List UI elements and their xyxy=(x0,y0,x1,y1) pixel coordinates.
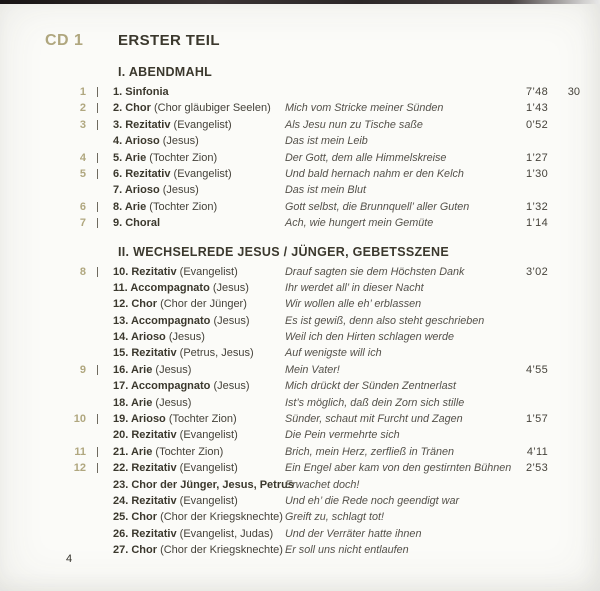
cd-track-index: 9 xyxy=(79,363,86,376)
track-duration: 3’02 xyxy=(526,265,548,278)
track-title-main: 10. Rezitativ xyxy=(113,265,177,278)
cd-index-separator xyxy=(95,199,113,215)
track-title xyxy=(113,133,285,149)
part-title: ERSTER TEIL xyxy=(118,32,220,49)
track-duration: 1’14 xyxy=(526,217,548,230)
track-duration: 2’53 xyxy=(526,462,548,475)
cd-track-index: 7 xyxy=(79,217,86,230)
cd-index-separator xyxy=(95,411,113,427)
track-title xyxy=(113,182,285,198)
track-incipit: Als Jesu nun zu Tische saße xyxy=(285,118,423,131)
track-title xyxy=(113,117,285,133)
track-title xyxy=(113,199,285,215)
track-row xyxy=(45,509,580,525)
track-title-main: 4. Arioso xyxy=(113,135,160,148)
track-title-main: 19. Arioso xyxy=(113,413,166,426)
track-incipit: Sünder, schaut mit Furcht und Zagen xyxy=(285,413,463,426)
track-row xyxy=(45,264,580,280)
track-row xyxy=(45,166,580,182)
track-incipit: Mich vom Stricke meiner Sünden xyxy=(285,102,444,115)
track-title xyxy=(113,526,285,542)
track-row xyxy=(45,133,580,149)
track-title-main: 5. Arie xyxy=(113,151,147,164)
track-title xyxy=(113,427,285,443)
page-number: 4 xyxy=(66,553,73,565)
track-title-performers: (Chor der Kriegsknechte) xyxy=(157,544,283,557)
cd-index-separator xyxy=(95,264,113,280)
cd-index-separator xyxy=(95,477,113,493)
track-incipit: Mein Vater! xyxy=(285,363,340,376)
cd-index-separator xyxy=(95,182,113,198)
track-incipit: Brich, mein Herz, zerfließ in Tränen xyxy=(285,445,455,458)
track-duration: 1’30 xyxy=(526,167,548,180)
track-incipit: Wir wollen alle eh’ erblassen xyxy=(285,298,422,311)
track-title-performers: (Jesus) xyxy=(210,314,250,327)
track-row xyxy=(45,460,580,476)
track-duration: 1’32 xyxy=(526,200,548,213)
track-title-performers: (Jesus) xyxy=(152,363,192,376)
cd-index-separator xyxy=(95,296,113,312)
cd-track-index: 4 xyxy=(79,151,86,164)
cd-track-index: 6 xyxy=(79,200,86,213)
cd-index-separator xyxy=(95,166,113,182)
scan-edge-top xyxy=(0,0,600,4)
track-row xyxy=(45,345,580,361)
track-title xyxy=(113,509,285,525)
track-title xyxy=(113,166,285,182)
track-title xyxy=(113,84,285,100)
track-title-performers: (Evangelist) xyxy=(176,429,238,442)
track-incipit: Es ist gewiß, denn also steht geschrieben xyxy=(285,314,485,327)
track-incipit: Drauf sagten sie dem Höchsten Dank xyxy=(285,265,465,278)
track-title-main: 22. Rezitativ xyxy=(113,462,177,475)
track-title-performers: (Tochter Zion) xyxy=(165,413,237,426)
section-wechselrede xyxy=(45,245,580,559)
track-title-main: 20. Rezitativ xyxy=(113,429,177,442)
track-title-performers: (Tochter Zion) xyxy=(146,200,218,213)
track-title-performers: (Evangelist) xyxy=(176,265,238,278)
track-incipit: Und der Verräter hatte ihnen xyxy=(285,527,422,540)
track-title xyxy=(113,329,285,345)
track-row xyxy=(45,526,580,542)
track-title-performers: (Jesus) xyxy=(159,184,199,197)
cd-index-separator xyxy=(95,100,113,116)
track-title-main: 27. Chor xyxy=(113,544,158,557)
track-title xyxy=(113,444,285,460)
track-title xyxy=(113,296,285,312)
track-row xyxy=(45,182,580,198)
track-list xyxy=(45,84,580,232)
track-title xyxy=(113,395,285,411)
track-title-main: 21. Arie xyxy=(113,445,153,458)
page-header xyxy=(45,32,580,56)
cd-index-separator xyxy=(95,542,113,558)
cd-index-separator xyxy=(95,427,113,443)
track-title-main: 7. Arioso xyxy=(113,184,160,197)
cd-index-separator xyxy=(95,84,113,100)
section-heading: I. ABENDMAHL xyxy=(118,65,213,79)
track-row xyxy=(45,427,580,443)
track-incipit: Weil ich den Hirten schlagen werde xyxy=(285,331,455,344)
track-title-performers: (Evangelist) xyxy=(170,167,232,180)
cd-index-separator xyxy=(95,280,113,296)
track-title xyxy=(113,264,285,280)
section-abendmahl xyxy=(45,65,580,232)
cd-index-separator xyxy=(95,133,113,149)
libretto-page-ref: 30 xyxy=(567,86,580,98)
track-title-performers: (Jesus) xyxy=(209,281,249,294)
track-title-main: 24. Rezitativ xyxy=(113,494,177,507)
cd-index-separator xyxy=(95,150,113,166)
track-title-performers: (Tochter Zion) xyxy=(146,151,218,164)
track-incipit: Gott selbst, die Brunnquell’ aller Guten xyxy=(285,200,470,213)
track-duration: 0’52 xyxy=(526,118,548,131)
track-title-performers: (Evangelist) xyxy=(176,494,238,507)
track-incipit: Greift zu, schlagt tot! xyxy=(285,511,385,524)
track-duration: 7’48 xyxy=(526,86,548,98)
cd-track-index: 8 xyxy=(79,265,86,278)
track-row xyxy=(45,493,580,509)
cd-index-separator xyxy=(95,329,113,345)
track-title xyxy=(113,215,285,231)
cd-index-separator xyxy=(95,395,113,411)
track-title-performers: (Jesus) xyxy=(210,380,250,393)
track-title xyxy=(113,542,285,558)
cd-track-index: 1 xyxy=(79,86,86,98)
track-row xyxy=(45,378,580,394)
track-title-performers: (Jesus) xyxy=(152,396,192,409)
cd-index-separator xyxy=(95,526,113,542)
cd-index-separator xyxy=(95,493,113,509)
cd-track-index: 12 xyxy=(73,462,86,475)
cd-track-index: 2 xyxy=(79,102,86,115)
track-title xyxy=(113,411,285,427)
track-title-main: 1. Sinfonia xyxy=(113,86,169,98)
track-duration: 4’11 xyxy=(526,445,548,458)
section-heading: II. WECHSELREDE JESUS / JÜNGER, GEBETSSZENE xyxy=(118,244,450,259)
track-title-main: 14. Arioso xyxy=(113,331,166,344)
track-incipit: Und eh’ die Rede noch geendigt war xyxy=(285,494,460,507)
track-row xyxy=(45,329,580,345)
track-incipit: Der Gott, dem alle Himmelskreise xyxy=(285,151,447,164)
cd-index-separator xyxy=(95,460,113,476)
track-incipit: Das ist mein Leib xyxy=(285,135,368,148)
track-row xyxy=(45,477,580,493)
cd-track-index: 3 xyxy=(79,118,86,131)
track-title xyxy=(113,362,285,378)
track-row xyxy=(45,411,580,427)
track-title-performers: (Jesus) xyxy=(165,331,205,344)
track-title xyxy=(113,378,285,394)
track-title-performers: (Jesus) xyxy=(159,135,199,148)
track-incipit: Ihr werdet all’ in dieser Nacht xyxy=(285,281,424,294)
track-title-main: 13. Accompagnato xyxy=(113,314,211,327)
track-incipit: Auf wenigste will ich xyxy=(285,347,382,360)
track-title-main: 23. Chor der Jünger, Jesus, Petrus xyxy=(113,478,294,491)
cd-index-separator xyxy=(95,509,113,525)
track-incipit: Das ist mein Blut xyxy=(285,184,367,197)
cd-label: CD 1 xyxy=(45,32,84,49)
cd-track-index: 11 xyxy=(74,445,86,458)
cd-index-separator xyxy=(95,444,113,460)
track-title-main: 17. Accompagnato xyxy=(113,380,211,393)
track-title-performers: (Chor der Jünger) xyxy=(157,298,247,311)
tracklist-content xyxy=(45,32,580,559)
track-row xyxy=(45,296,580,312)
track-incipit: Die Pein vermehrte sich xyxy=(285,429,400,442)
track-row xyxy=(45,215,580,231)
track-title-performers: (Chor der Kriegsknechte) xyxy=(157,511,283,524)
track-title-main: 26. Rezitativ xyxy=(113,527,177,540)
track-row xyxy=(45,100,580,116)
track-title xyxy=(113,100,285,116)
track-title-main: 9. Choral xyxy=(113,217,161,230)
track-title-main: 11. Accompagnato xyxy=(113,281,210,294)
track-title-main: 16. Arie xyxy=(113,363,153,376)
track-title xyxy=(113,345,285,361)
cd-track-index: 5 xyxy=(79,167,86,180)
track-row xyxy=(45,117,580,133)
track-title-main: 15. Rezitativ xyxy=(113,347,177,360)
track-duration: 4’55 xyxy=(526,363,548,376)
track-title-main: 2. Chor xyxy=(113,102,151,115)
track-row xyxy=(45,362,580,378)
track-incipit: Ist’s möglich, daß dein Zorn sich stille xyxy=(285,396,465,409)
track-list xyxy=(45,264,580,559)
track-incipit: Mich drückt der Sünden Zentnerlast xyxy=(285,380,457,393)
track-row xyxy=(45,542,580,558)
track-incipit: Er soll uns nicht entlaufen xyxy=(285,544,409,557)
track-title-main: 25. Chor xyxy=(113,511,158,524)
cd-index-separator xyxy=(95,345,113,361)
cd-track-index: 10 xyxy=(73,413,86,426)
track-title-main: 18. Arie xyxy=(113,396,153,409)
track-title-main: 8. Arie xyxy=(113,200,147,213)
track-row xyxy=(45,150,580,166)
track-title-performers: (Tochter Zion) xyxy=(152,445,224,458)
cd-index-separator xyxy=(95,313,113,329)
cd-index-separator xyxy=(95,215,113,231)
track-title xyxy=(113,493,285,509)
track-row xyxy=(45,84,580,100)
track-incipit: Und bald hernach nahm er den Kelch xyxy=(285,167,464,180)
track-title-performers: (Evangelist) xyxy=(176,462,238,475)
track-duration: 1’27 xyxy=(526,151,548,164)
track-incipit: Ach, wie hungert mein Gemüte xyxy=(285,217,434,230)
track-row xyxy=(45,395,580,411)
track-duration: 1’57 xyxy=(526,413,548,426)
track-row xyxy=(45,313,580,329)
track-row xyxy=(45,199,580,215)
cd-index-separator xyxy=(95,117,113,133)
track-title-main: 6. Rezitativ xyxy=(113,167,171,180)
track-row xyxy=(45,280,580,296)
track-row xyxy=(45,444,580,460)
cd-index-separator xyxy=(95,378,113,394)
track-incipit: Erwachet doch! xyxy=(285,478,360,491)
track-title-performers: (Petrus, Jesus) xyxy=(176,347,254,360)
track-title-main: 12. Chor xyxy=(113,298,158,311)
track-title xyxy=(113,280,285,296)
track-title xyxy=(113,313,285,329)
track-title xyxy=(113,460,285,476)
track-title-performers: (Chor gläubiger Seelen) xyxy=(150,102,271,115)
track-title-performers: (Evangelist, Judas) xyxy=(176,527,274,540)
track-title xyxy=(113,150,285,166)
track-title xyxy=(113,477,294,493)
track-title-main: 3. Rezitativ xyxy=(113,118,171,131)
track-incipit: Ein Engel aber kam von den gestirnten Bühnen xyxy=(285,462,512,475)
track-title-performers: (Evangelist) xyxy=(170,118,232,131)
track-duration: 1’43 xyxy=(526,102,548,115)
cd-index-separator xyxy=(95,362,113,378)
